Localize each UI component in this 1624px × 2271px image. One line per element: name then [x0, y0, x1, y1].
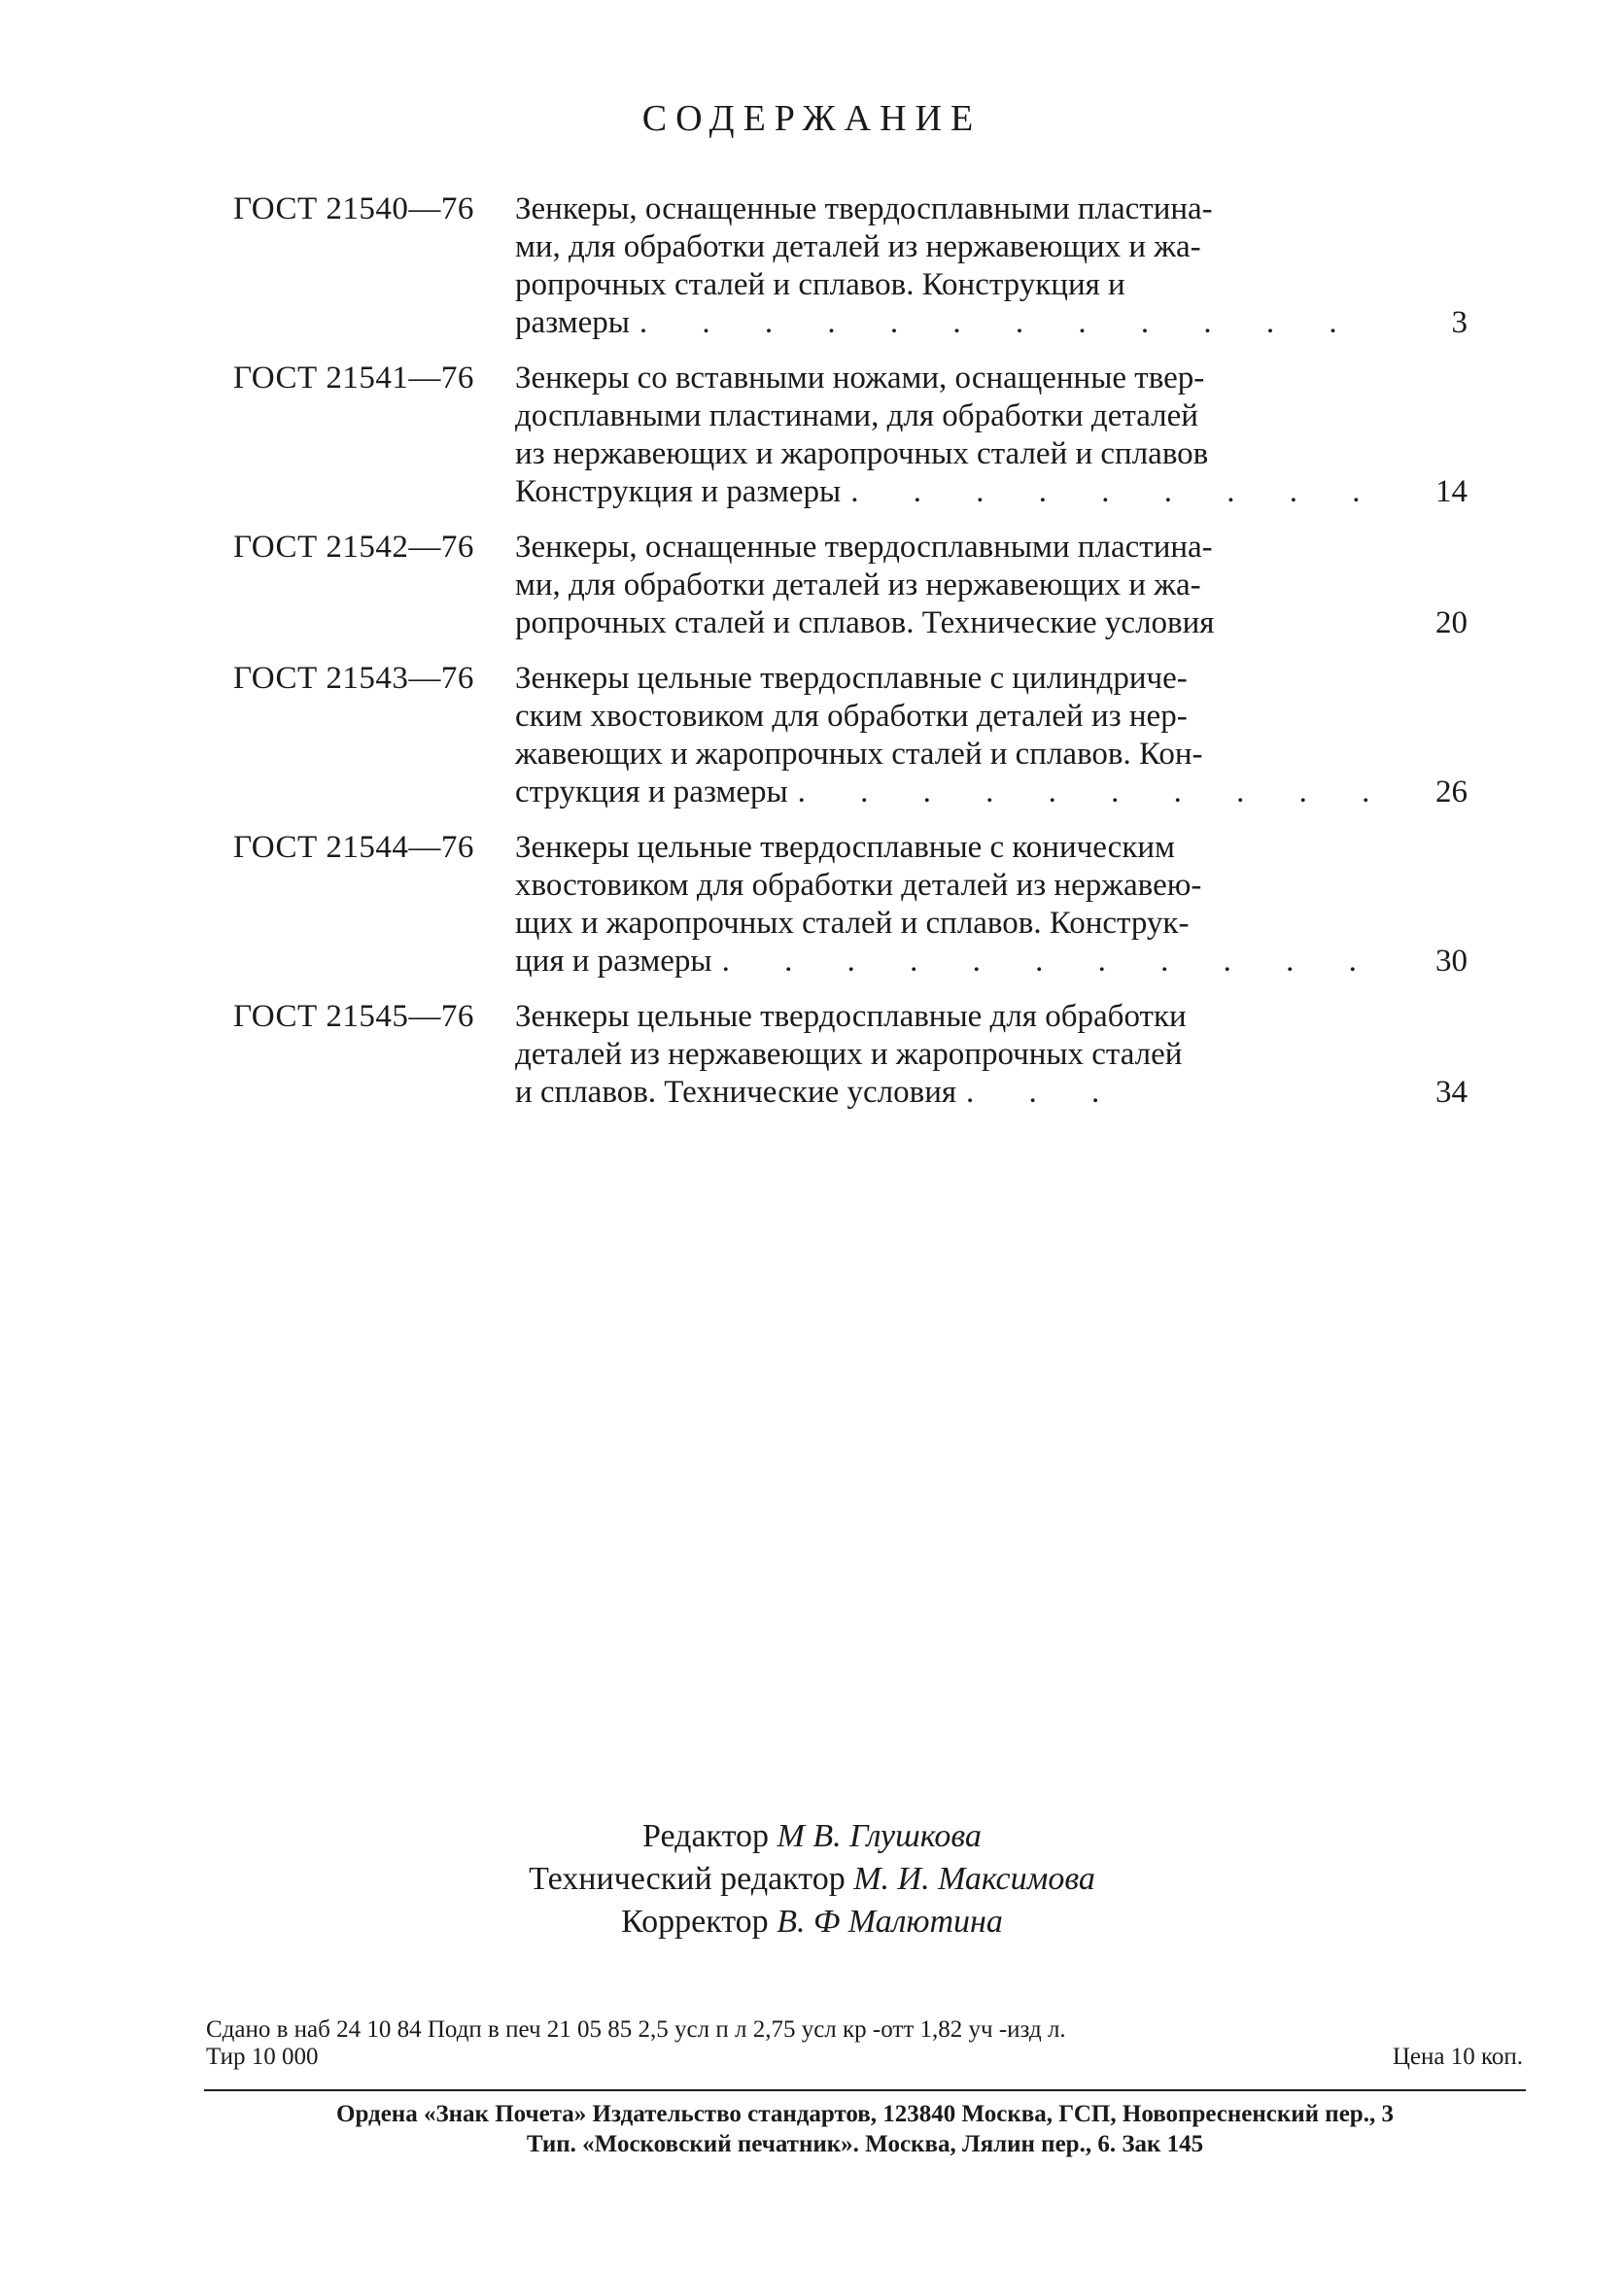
toc-line: щих и жаропрочных сталей и сплавов. Конструк- — [515, 906, 1190, 941]
leader-dots — [722, 943, 1370, 981]
toc-line: Зенкеры, оснащенные твердосплавными пластина- — [515, 191, 1213, 226]
proofreader-name: В. Ф Малютина — [777, 1904, 1003, 1940]
tech-editor-name: М. И. Максимова — [853, 1861, 1095, 1897]
toc-code: ГОСТ 21542—76 — [233, 530, 474, 565]
toc-line: из нержавеющих и жаропрочных сталей и сплавов — [515, 436, 1209, 471]
toc-entry — [233, 829, 1468, 981]
toc-line: ским хвостовиком для обработки деталей из нер- — [515, 699, 1188, 734]
toc-line: размеры — [515, 305, 630, 340]
toc-line: Конструкция и размеры — [515, 474, 842, 509]
toc-page-number: 34 — [1435, 1075, 1468, 1110]
toc-entry — [233, 998, 1468, 1112]
printer-line: Тип. «Московский печатник». Москва, Лялин пер., 6. Зак 145 — [526, 2131, 1204, 2157]
toc-code: ГОСТ 21541—76 — [233, 361, 474, 396]
toc-title — [515, 998, 1370, 1112]
leader-dots — [798, 774, 1370, 811]
toc-page-number: 20 — [1435, 605, 1468, 640]
print-run: Тир 10 000 — [206, 2044, 319, 2070]
toc-code: ГОСТ 21545—76 — [233, 999, 474, 1034]
editor-name: М В. Глушкова — [777, 1818, 982, 1854]
toc-line: Зенкеры со вставными ножами, оснащенные твер- — [515, 361, 1205, 396]
divider — [204, 2089, 1526, 2091]
toc-line: ми, для обработки деталей из нержавеющих и жа- — [515, 229, 1201, 264]
toc-line: Зенкеры, оснащенные твердосплавными пластина- — [515, 530, 1213, 565]
toc-line: ми, для обработки деталей из нержавеющих и жа- — [515, 568, 1201, 602]
toc-entry — [233, 529, 1468, 642]
toc-entry — [233, 190, 1468, 342]
toc-title — [515, 829, 1370, 981]
toc-title — [515, 190, 1370, 342]
toc-line: ция и размеры — [515, 944, 712, 979]
page-title: СОДЕРЖАНИЕ — [641, 98, 983, 139]
toc-line: Зенкеры цельные твердосплавные для обработки — [515, 999, 1187, 1034]
toc-line: Зенкеры цельные твердосплавные с коническим — [515, 830, 1175, 865]
leader-dots — [850, 473, 1370, 511]
tech-editor-role: Технический редактор — [529, 1861, 846, 1897]
leader-dots — [639, 304, 1370, 342]
toc-line: досплавными пластинами, для обработки деталей — [515, 398, 1198, 433]
table-of-contents — [233, 190, 1468, 1129]
toc-code: ГОСТ 21543—76 — [233, 661, 474, 696]
toc-page-number: 14 — [1435, 474, 1468, 509]
toc-line: ропрочных сталей и сплавов. Технические условия — [515, 605, 1215, 640]
publisher — [204, 2099, 1526, 2159]
toc-page-number: 26 — [1435, 774, 1468, 809]
toc-entry — [233, 360, 1468, 511]
toc-title — [515, 529, 1370, 642]
toc-code: ГОСТ 21544—76 — [233, 830, 474, 865]
imprint — [206, 2016, 1523, 2071]
leader-dots — [966, 1074, 1112, 1112]
toc-title — [515, 660, 1370, 811]
toc-line: жавеющих и жаропрочных сталей и сплавов. Кон- — [515, 737, 1203, 772]
editor-line — [0, 1815, 1624, 1858]
proofreader-role: Корректор — [621, 1904, 769, 1940]
toc-entry — [233, 660, 1468, 811]
toc-page-number: 3 — [1451, 305, 1468, 340]
tech-editor-line — [0, 1858, 1624, 1901]
toc-line: деталей из нержавеющих и жаропрочных сталей — [515, 1037, 1183, 1072]
imprint-line: Сдано в наб 24 10 84 Подп в печ 21 05 85 2,5 усл п л 2,75 усл кр -отт 1,82 уч -изд л. — [206, 2016, 1066, 2043]
toc-line: ропрочных сталей и сплавов. Конструкция и — [515, 267, 1125, 302]
editor-role: Редактор — [642, 1818, 770, 1854]
toc-line: струкция и размеры — [515, 774, 788, 809]
toc-title — [515, 360, 1370, 511]
toc-line: и сплавов. Технические условия — [515, 1075, 957, 1110]
price: Цена 10 коп. — [1392, 2044, 1523, 2070]
toc-line: Зенкеры цельные твердосплавные с цилиндриче- — [515, 661, 1188, 696]
toc-code: ГОСТ 21540—76 — [233, 191, 474, 226]
proofreader-line — [0, 1901, 1624, 1944]
credits — [0, 1815, 1624, 1944]
toc-page-number: 30 — [1435, 944, 1468, 979]
toc-line: хвостовиком для обработки деталей из нержавею- — [515, 868, 1202, 903]
publisher-line: Ордена «Знак Почета» Издательство стандартов, 123840 Москва, ГСП, Новопресненский пер., 3 — [336, 2101, 1394, 2127]
